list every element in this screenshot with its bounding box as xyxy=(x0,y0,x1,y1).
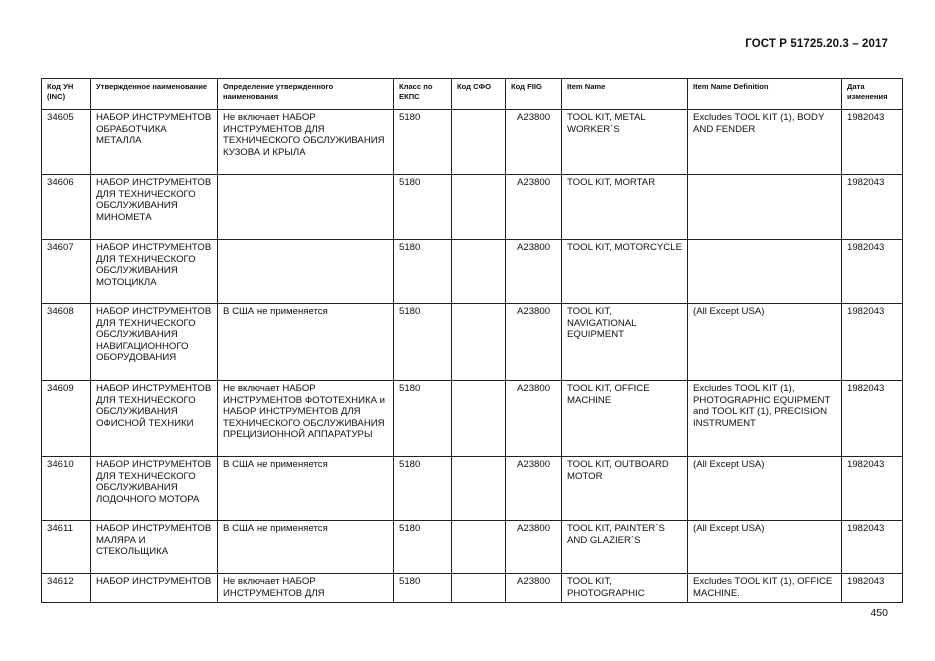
cell-fiig: A23800 xyxy=(506,175,562,240)
cell-approved-name: НАБОР ИНСТРУМЕНТОВ ДЛЯ ТЕХНИЧЕСКОГО ОБСЛУЖИВАНИЯ МОТОЦИКЛА xyxy=(91,240,218,304)
cell-class: 5180 xyxy=(394,457,452,521)
cell-item-name-definition: (All Except USA) xyxy=(688,304,842,381)
cell-definition: В США не применяется xyxy=(218,304,394,381)
table-row xyxy=(42,521,903,574)
cell-fiig: A23800 xyxy=(506,240,562,304)
cell-definition: В США не применяется xyxy=(218,457,394,521)
cell-inc: 34608 xyxy=(42,304,91,381)
cell-class: 5180 xyxy=(394,110,452,175)
cell-approved-name: НАБОР ИНСТРУМЕНТОВ ДЛЯ ТЕХНИЧЕСКОГО ОБСЛУЖИВАНИЯ МИНОМЕТА xyxy=(91,175,218,240)
column-header-inc: Код УН (INC) xyxy=(42,79,91,110)
cell-item-name-definition xyxy=(688,175,842,240)
cell-inc: 34611 xyxy=(42,521,91,574)
cell-sfo xyxy=(452,240,506,304)
cell-approved-name: НАБОР ИНСТРУМЕНТОВ ДЛЯ ТЕХНИЧЕСКОГО ОБСЛУЖИВАНИЯ НАВИГАЦИОННОГО ОБОРУДОВАНИЯ xyxy=(91,304,218,381)
cell-item-name: TOOL KIT, METAL WORKER`S xyxy=(562,110,688,175)
cell-definition: Не включает НАБОР ИНСТРУМЕНТОВ ДЛЯ ТЕХНИЧЕСКОГО ОБСЛУЖИВАНИЯ КУЗОВА И КРЫЛА xyxy=(218,110,394,175)
cell-change-date: 1982043 xyxy=(842,381,903,457)
cell-change-date: 1982043 xyxy=(842,521,903,574)
cell-item-name-definition: (All Except USA) xyxy=(688,457,842,521)
header-row xyxy=(42,79,903,110)
cell-item-name-definition: Excludes TOOL KIT (1), BODY AND FENDER xyxy=(688,110,842,175)
cell-fiig: A23800 xyxy=(506,574,562,603)
cell-inc: 34612 xyxy=(42,574,91,603)
cell-change-date: 1982043 xyxy=(842,110,903,175)
cell-inc: 34605 xyxy=(42,110,91,175)
column-header-item-name: Item Name xyxy=(562,79,688,110)
cell-fiig: A23800 xyxy=(506,304,562,381)
cell-item-name: TOOL KIT, OUTBOARD MOTOR xyxy=(562,457,688,521)
table-row xyxy=(42,240,903,304)
item-name-registry-table xyxy=(41,78,903,603)
cell-sfo xyxy=(452,304,506,381)
cell-definition xyxy=(218,240,394,304)
cell-approved-name: НАБОР ИНСТРУМЕНТОВ ДЛЯ ТЕХНИЧЕСКОГО ОБСЛУЖИВАНИЯ ОФИСНОЙ ТЕХНИКИ xyxy=(91,381,218,457)
table-row xyxy=(42,304,903,381)
cell-change-date: 1982043 xyxy=(842,304,903,381)
cell-item-name: TOOL KIT, NAVIGATIONAL EQUIPMENT xyxy=(562,304,688,381)
cell-definition xyxy=(218,175,394,240)
column-header-class: Класс по ЕКПС xyxy=(394,79,452,110)
cell-definition: Не включает НАБОР ИНСТРУМЕНТОВ ФОТОТЕХНИКА и НАБОР ИНСТРУМЕНТОВ ДЛЯ ТЕХНИЧЕСКОГО ОБСЛУЖИВАНИЯ ПРЕЦИЗИОННОЙ АППАРАТУРЫ xyxy=(218,381,394,457)
cell-class: 5180 xyxy=(394,240,452,304)
table-row xyxy=(42,457,903,521)
cell-sfo xyxy=(452,110,506,175)
cell-fiig: A23800 xyxy=(506,110,562,175)
cell-change-date: 1982043 xyxy=(842,457,903,521)
cell-item-name: TOOL KIT, MOTORCYCLE xyxy=(562,240,688,304)
cell-change-date: 1982043 xyxy=(842,574,903,603)
column-header-approved-name: Утвержденное наименование xyxy=(91,79,218,110)
cell-sfo xyxy=(452,574,506,603)
cell-item-name-definition: Excludes TOOL KIT (1), OFFICE MACHINE. xyxy=(688,574,842,603)
column-header-fiig: Код FIIG xyxy=(506,79,562,110)
cell-fiig: A23800 xyxy=(506,457,562,521)
cell-definition: Не включает НАБОР ИНСТРУМЕНТОВ ДЛЯ xyxy=(218,574,394,603)
cell-approved-name: НАБОР ИНСТРУМЕНТОВ МАЛЯРА И СТЕКОЛЬЩИКА xyxy=(91,521,218,574)
cell-approved-name: НАБОР ИНСТРУМЕНТОВ xyxy=(91,574,218,603)
cell-definition: В США не применяется xyxy=(218,521,394,574)
table-row xyxy=(42,574,903,603)
table-row xyxy=(42,381,903,457)
cell-sfo xyxy=(452,521,506,574)
cell-item-name-definition: (All Except USA) xyxy=(688,521,842,574)
cell-class: 5180 xyxy=(394,521,452,574)
cell-item-name: TOOL KIT, PAINTER`S AND GLAZIER`S xyxy=(562,521,688,574)
cell-item-name: TOOL KIT, MORTAR xyxy=(562,175,688,240)
cell-change-date: 1982043 xyxy=(842,240,903,304)
column-header-definition: Определение утвержденного наименования xyxy=(218,79,394,110)
cell-sfo xyxy=(452,175,506,240)
cell-sfo xyxy=(452,457,506,521)
cell-change-date: 1982043 xyxy=(842,175,903,240)
cell-fiig: A23800 xyxy=(506,521,562,574)
cell-class: 5180 xyxy=(394,381,452,457)
column-header-sfo: Код СФО xyxy=(452,79,506,110)
cell-class: 5180 xyxy=(394,574,452,603)
cell-fiig: A23800 xyxy=(506,381,562,457)
cell-item-name-definition xyxy=(688,240,842,304)
cell-item-name: TOOL KIT, PHOTOGRAPHIC xyxy=(562,574,688,603)
table-header xyxy=(42,79,903,110)
page-number: 450 xyxy=(870,607,888,619)
cell-approved-name: НАБОР ИНСТРУМЕНТОВ ОБРАБОТЧИКА МЕТАЛЛА xyxy=(91,110,218,175)
cell-sfo xyxy=(452,381,506,457)
column-header-item-name-definition: Item Name Definition xyxy=(688,79,842,110)
table-row xyxy=(42,110,903,175)
column-header-change-date: Дата изменения xyxy=(842,79,903,110)
document-standard-header: ГОСТ Р 51725.20.3 – 2017 xyxy=(745,38,888,50)
table-row xyxy=(42,175,903,240)
cell-class: 5180 xyxy=(394,304,452,381)
cell-inc: 34609 xyxy=(42,381,91,457)
cell-inc: 34610 xyxy=(42,457,91,521)
cell-inc: 34607 xyxy=(42,240,91,304)
cell-approved-name: НАБОР ИНСТРУМЕНТОВ ДЛЯ ТЕХНИЧЕСКОГО ОБСЛУЖИВАНИЯ ЛОДОЧНОГО МОТОРА xyxy=(91,457,218,521)
cell-item-name: TOOL KIT, OFFICE MACHINE xyxy=(562,381,688,457)
table-body xyxy=(42,110,903,603)
cell-item-name-definition: Excludes TOOL KIT (1), PHOTOGRAPHIC EQUIPMENT and TOOL KIT (1), PRECISION INSTRUMENT xyxy=(688,381,842,457)
cell-inc: 34606 xyxy=(42,175,91,240)
cell-class: 5180 xyxy=(394,175,452,240)
